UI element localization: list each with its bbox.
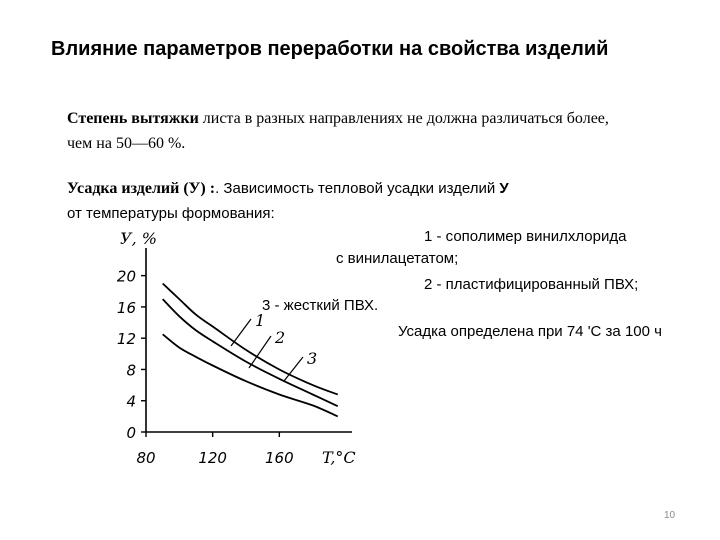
shrinkage-term: Усадка изделий (У) :: [67, 180, 216, 197]
page-number: 10: [664, 510, 676, 521]
y-tick-label-16: 16: [116, 298, 136, 317]
x-tick-label-160: 160: [265, 449, 294, 467]
y-tick-label-8: 8: [126, 361, 136, 380]
series-line-3: [163, 334, 338, 416]
y-tick-label-20: 20: [116, 267, 136, 286]
shrinkage-text-line2: от температуры формования:: [67, 205, 275, 222]
x-axis-label: T,°C: [322, 448, 356, 467]
x-tick-label-80: 80: [136, 449, 156, 467]
legend-note: Усадка определена при 74 'С за 100 ч: [398, 323, 662, 340]
y-axis-label: У, %: [120, 229, 157, 248]
slide-title: Влияние параметров переработки на свойства изделий: [51, 38, 609, 60]
curve-label-2: 2: [275, 328, 286, 347]
draw-ratio-text: листа в разных направлениях не должна различаться более, чем на 50—60 %.: [67, 110, 609, 152]
curve-label-3: 3: [307, 349, 318, 368]
legend-item-1: 1 - сополимер винилхлорида: [424, 228, 627, 245]
chart-axes: [146, 248, 352, 432]
shrinkage-symbol: У: [499, 180, 509, 197]
draw-ratio-term: Степень вытяжки: [67, 110, 199, 127]
curve-label-1: 1: [255, 311, 266, 330]
x-tick-label-120: 120: [198, 449, 227, 467]
shrinkage-text: . Зависимость тепловой усадки изделий: [215, 180, 500, 197]
legend-item-1-cont: с винилацетатом;: [336, 250, 459, 267]
y-tick-label-0: 0: [126, 424, 136, 442]
curve-leader-1: [231, 319, 251, 346]
y-tick-label-12: 12: [116, 330, 136, 349]
y-tick-label-4: 4: [126, 392, 136, 411]
legend-item-3: 3 - жесткий ПВХ.: [262, 297, 379, 314]
legend-item-2: 2 - пластифицированный ПВХ;: [424, 276, 639, 293]
